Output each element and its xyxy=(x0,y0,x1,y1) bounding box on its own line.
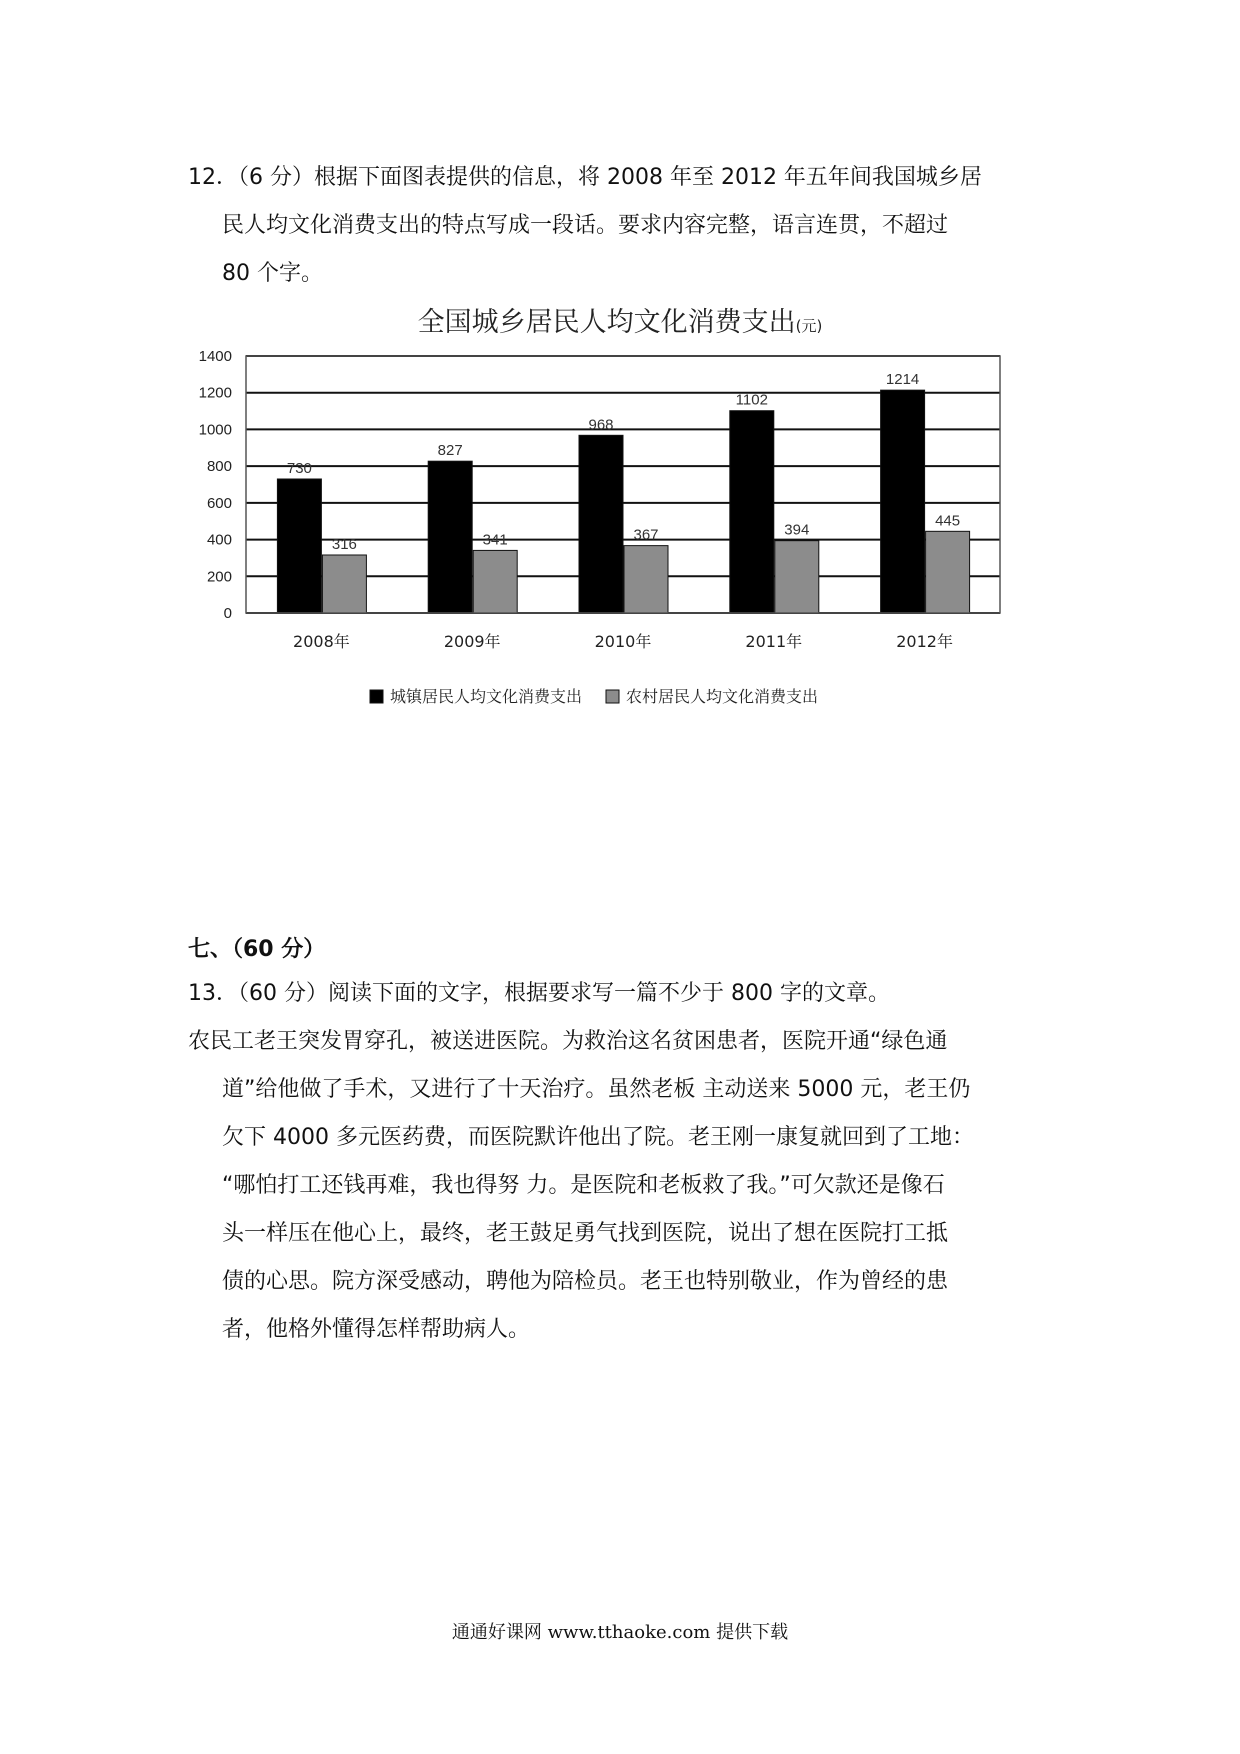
passage-line: 头一样压在他心上，最终，老王鼓足勇气找到医院，说出了想在医院打工抵 xyxy=(222,1221,949,1246)
chart-title-text: 全国城乡居民人均文化消费支出 xyxy=(417,307,796,338)
reading-passage xyxy=(188,1018,1068,1354)
y-tick-label: 600 xyxy=(206,494,232,512)
rural-bar xyxy=(775,541,819,613)
question-13 xyxy=(188,970,1068,1018)
y-tick-label: 400 xyxy=(206,531,232,549)
data-label: 316 xyxy=(331,535,357,553)
passage-line: 债的心思。院方深受感动，聘他为陪检员。老王也特别敬业，作为曾经的患 xyxy=(222,1269,949,1294)
footer-text: 通通好课网 www.tthaoke.com 提供下载 xyxy=(451,1622,789,1643)
chart-legend xyxy=(370,687,818,706)
page-footer xyxy=(0,1618,1240,1644)
y-tick-label: 1400 xyxy=(198,348,232,365)
rural-bar xyxy=(926,531,970,613)
data-label: 367 xyxy=(633,526,659,544)
chart-title xyxy=(0,300,1240,339)
legend-label: 农村居民人均文化消费支出 xyxy=(626,687,819,706)
question-12-line: 80 个字。 xyxy=(222,261,323,286)
x-tick-label: 2009年 xyxy=(443,632,501,651)
urban-bar xyxy=(277,479,321,613)
urban-bar xyxy=(579,435,623,613)
data-label: 1214 xyxy=(885,371,920,389)
y-tick-label: 1200 xyxy=(198,384,232,402)
passage-line: 欠下 4000 多元医药费，而医院默许他出了院。老王刚一康复就回到了工地： xyxy=(222,1125,974,1150)
passage-line: 道”给他做了手术，又进行了十天治疗。虽然老板 主动送来 5000 元，老王仍 xyxy=(222,1077,971,1102)
rural-bar xyxy=(473,550,517,613)
passage-line: “哪怕打工还钱再难，我也得努 力。是医院和老板救了我。”可欠款还是像石 xyxy=(222,1173,945,1198)
y-tick-label: 200 xyxy=(206,568,232,586)
section-7-heading xyxy=(188,926,1068,974)
x-axis-ticks xyxy=(293,632,953,651)
bar-chart xyxy=(180,340,1060,720)
legend-swatch xyxy=(370,690,383,703)
question-13-prompt: 13．（60 分）阅读下面的文字，根据要求写一篇不少于 800 字的文章。 xyxy=(188,981,890,1006)
x-tick-label: 2008年 xyxy=(293,632,350,651)
x-tick-label: 2012年 xyxy=(896,632,953,651)
y-tick-label: 800 xyxy=(206,458,232,476)
question-12 xyxy=(188,154,1068,298)
data-label: 827 xyxy=(437,442,463,460)
urban-bar xyxy=(730,411,774,613)
x-tick-label: 2011年 xyxy=(745,632,803,651)
y-tick-label: 0 xyxy=(223,605,232,622)
rural-bar xyxy=(624,546,668,613)
data-label: 445 xyxy=(935,512,961,530)
data-label: 730 xyxy=(286,459,312,477)
data-label: 341 xyxy=(482,531,508,549)
section-heading-text: 七、（60 分） xyxy=(188,937,326,962)
legend-swatch xyxy=(606,690,619,703)
legend-label: 城镇居民人均文化消费支出 xyxy=(390,687,583,706)
rural-bar xyxy=(322,555,366,613)
urban-bar xyxy=(428,461,472,613)
y-tick-label: 1000 xyxy=(198,421,232,439)
chart-unit: (元) xyxy=(795,317,823,335)
x-tick-label: 2010年 xyxy=(594,632,652,651)
question-12-line: 民人均文化消费支出的特点写成一段话。要求内容完整，语言连贯，不超过 xyxy=(222,213,949,238)
chart-bars xyxy=(277,390,969,613)
data-label: 1102 xyxy=(735,391,768,409)
passage-line: 者，他格外懂得怎样帮助病人。 xyxy=(222,1317,531,1342)
urban-bar xyxy=(881,390,925,613)
data-label: 394 xyxy=(784,521,810,539)
passage-line: 农民工老王突发胃穿孔，被送进医院。为救治这名贫困患者，医院开通“绿色通 xyxy=(188,1029,948,1054)
question-12-line: 12．（6 分）根据下面图表提供的信息，将 2008 年至 2012 年五年间我国城乡居 xyxy=(188,165,982,190)
data-label: 968 xyxy=(588,416,614,434)
y-axis-ticks xyxy=(199,348,232,622)
